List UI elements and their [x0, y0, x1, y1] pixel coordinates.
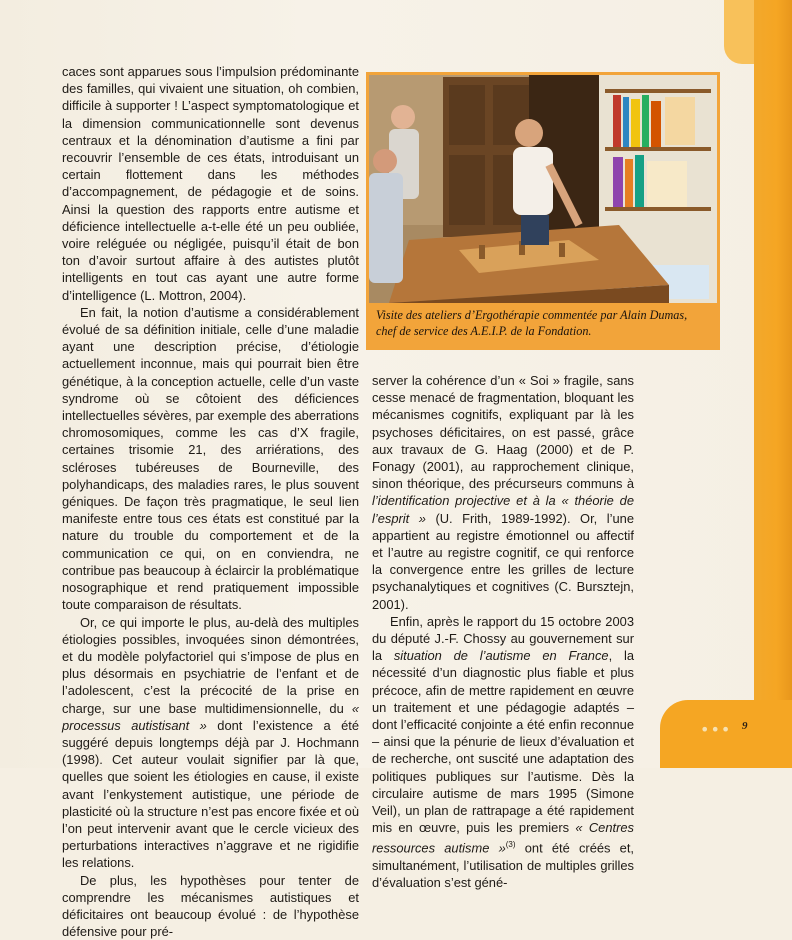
- right-paragraph-2: [372, 613, 634, 892]
- decorative-dots-icon: •••: [700, 720, 732, 739]
- text-span: Enfin, après le rapport du 15 octobre 2003 du député J.-F. Chossy au gouvernement sur la: [372, 613, 634, 664]
- text-span: server la cohérence d’un « Soi » fragile, sans cesse menacé de fragmentation, bloquant les mécanismes cognitifs, expliquant par là les psychoses déficitaires, on est passé, grâce aux travaux de G. Haag (2000) et de P. Fonagy (2001), au rapprochement clinique, sinon théorique, des précurseurs communs à: [372, 373, 634, 492]
- footnote-marker: (3): [505, 840, 516, 850]
- workshop-photo: [369, 75, 717, 303]
- orange-page-edge: [754, 0, 792, 768]
- text-span: dont l’existence a été suggéré depuis longtemps déjà par J. Hochmann (1998). Cet auteur voulait signifier par là que, quelles que soient les étiologies en cause, il existe avant l’enkystement autistique, une période de plasticité où la structure n’est pas encore fixée et où l’on peut intervenir avant que le cercle vicieux des perturbations interactives n’aggrave et ne rigidifie les relations.: [62, 717, 359, 871]
- left-paragraph-3: [62, 614, 359, 872]
- left-column: [62, 63, 359, 940]
- italic-term-identification: l’identification projective et à la « théorie de l’esprit »: [372, 493, 634, 526]
- photo-illustration: [369, 75, 717, 303]
- left-paragraph-4: De plus, les hypothèses pour tenter de comprendre les mécanismes autistiques et déficitaires ont beaucoup évolué : de l’hypothèse défensive pour pré-: [62, 872, 359, 940]
- italic-term-situation: situation de l’autisme en France: [393, 648, 609, 664]
- photo-frame: [366, 72, 720, 350]
- right-paragraph-1: [372, 372, 634, 613]
- left-paragraph-2: En fait, la notion d’autisme a considérablement évolué de sa définition initiale, celle d’une maladie ayant une description précise, d’étiologie actuellement inconnue, mais qui pourrait bien être génétique, à la conception actuelle, celle d’un vaste syndrome où se côtoient des déficiences intellectuelles sévères, par exemple des aberrations chromosomiques, comme les cas d’X fragile, certaines trisomie 21, des arriérations, des scléroses tubéreuses de Bourneville, des polyhandicaps, des maladies rares, le plus souvent géniques. De façon très pragmatique, le seul lien manifeste entre tous ces états est constitué par la nature du trouble du comportement et de la communication ce qui, on en conviendra, ne contribue pas beaucoup à éclaircir la problématique nosographique et rend pratiquement impossible toute comparaison de résultats.: [62, 304, 359, 613]
- text-span: (U. Frith, 1989-1992). Or, l’une appartient au registre émotionnel ou affectif et l’autre au registre cognitif, ce qui renforce la convergence entre les grilles de lecture psychanalytiques et cognitives (C. Bursztejn, 2001).: [372, 510, 634, 612]
- caption-line-2: chef de service des A.E.I.P. de la Fondation.: [376, 323, 592, 338]
- photo-caption: [376, 308, 712, 339]
- right-column: [372, 372, 634, 891]
- text-span: , la nécessité d’un diagnostic plus fiable et plus précoce, afin de mettre rapidement en œuvre un traitement et une pédagogie adaptés – dont l’efficacité conjointe a été enfin reconnue – ainsi que la pénurie de lieux d’évaluation et de recherche, ont suscité une adaptation des politiques publiques sur l’autisme. Dès la circulaire autisme de mars 1995 (Simone Veil), un plan de rattrapage a été rapidement mis en œuvre, puis les premiers: [372, 648, 634, 836]
- orange-top-tab: [724, 0, 754, 64]
- caption-line-1: Visite des ateliers d’Ergothérapie commentée par Alain Dumas,: [376, 308, 688, 322]
- page-number: 9: [742, 720, 748, 732]
- text-span: ont été créés et, simultanément, l’utilisation de multiples grilles d’évaluation s’est géné-: [372, 840, 634, 891]
- left-paragraph-1: caces sont apparues sous l’impulsion prédominante des familles, qui vivaient une situation, oh combien, difficile à supporter ! L’aspect symptomatologique et la dimension communicationnelle sont devenus centraux et la dénomination d’autisme a fini par recouvrir l’ensemble de ces états, introduisant un certain flottement dans les méthodes d’accompagnement, de pédagogie et de soins. Ainsi la question des rapports entre autisme et déficience intellectuelle a-t-elle été un peu oubliée, voire reléguée ou négligée, puisqu’il était de bon ton d’avoir surtout affaire à des autistes plutôt intelligents en tout cas ayant une autre forme d’intelligence (L. Mottron, 2004).: [62, 64, 359, 303]
- italic-term-centres: « Centres ressources autisme »: [372, 820, 634, 856]
- italic-term-processus: « processus autistisant »: [62, 700, 359, 733]
- text-span: Or, ce qui importe le plus, au-delà des multiples étiologies possibles, invoquées sinon démontrées, et du modèle polyfactoriel qui s’impose de plus en plus désormais en psychiatrie de l’enfant et de l’adolescent, c’est la précocité de la prise en charge, sur une base multidimensionnelle, du: [62, 614, 359, 716]
